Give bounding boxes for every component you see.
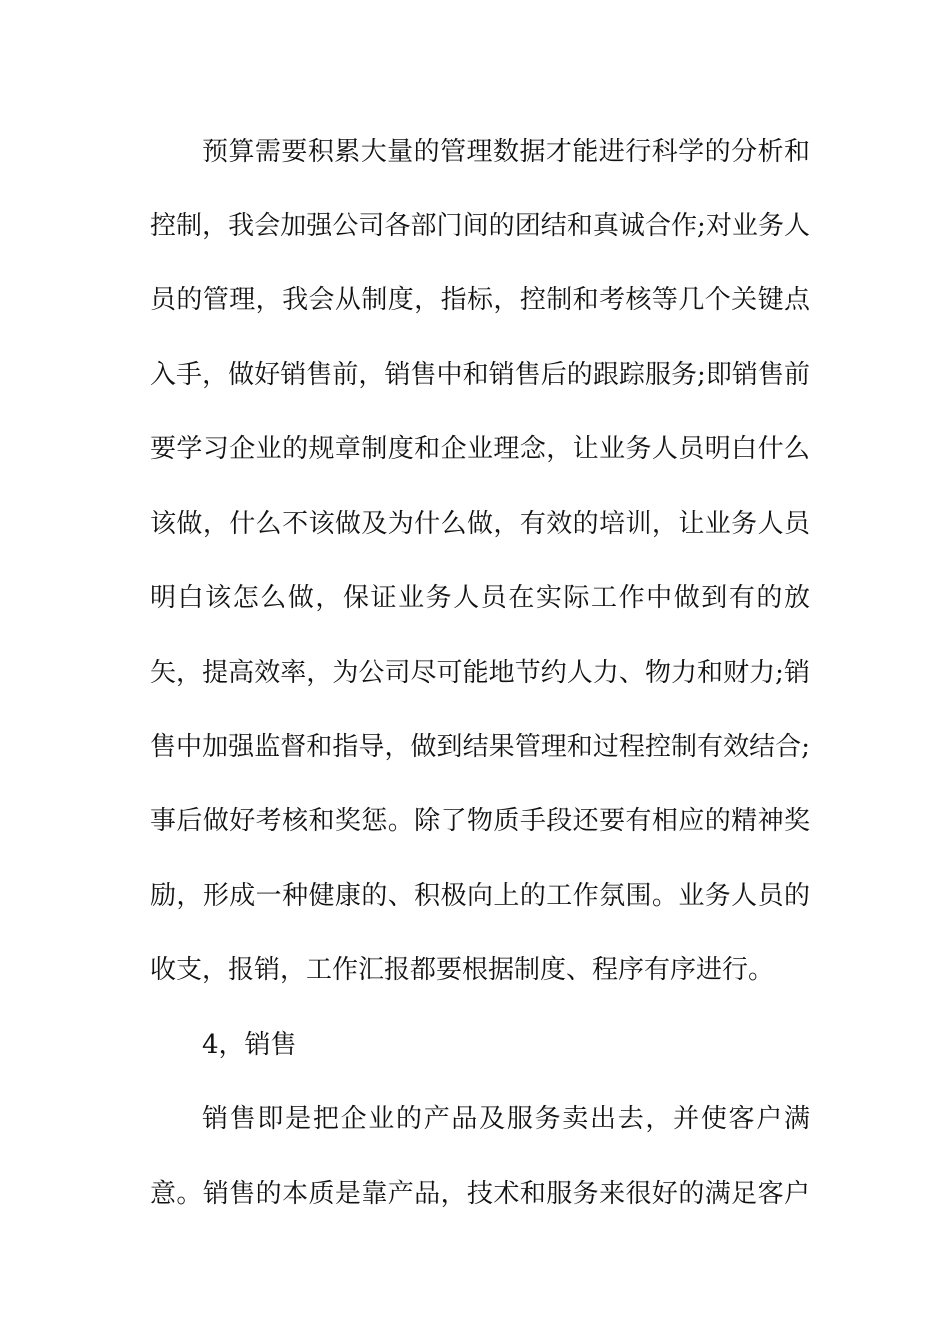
paragraph-line: 意。销售的本质是靠产品，技术和服务来很好的满足客户 [150, 1179, 810, 1209]
paragraph-line: 矢，提高效率，为公司尽可能地节约人力、物力和财力;销 [150, 658, 810, 688]
paragraph-line: 预算需要积累大量的管理数据才能进行科学的分析和 [202, 137, 810, 167]
paragraph-line: 要学习企业的规章制度和企业理念，让业务人员明白什么 [150, 434, 810, 464]
section-heading: 4，销售 [202, 1030, 297, 1060]
paragraph-line: 控制，我会加强公司各部门间的团结和真诚合作;对业务人 [150, 211, 810, 241]
paragraph-line: 收支，报销，工作汇报都要根据制度、程序有序进行。 [150, 955, 775, 985]
paragraph-line: 销售即是把企业的产品及服务卖出去，并使客户满 [202, 1104, 810, 1134]
paragraph-line: 励，形成一种健康的、积极向上的工作氛围。业务人员的 [150, 881, 810, 911]
paragraph-line: 售中加强监督和指导，做到结果管理和过程控制有效结合; [150, 732, 810, 762]
paragraph-line: 事后做好考核和奖惩。除了物质手段还要有相应的精神奖 [150, 806, 810, 836]
paragraph-line: 员的管理，我会从制度，指标，控制和考核等几个关键点 [150, 285, 810, 315]
paragraph-line: 明白该怎么做，保证业务人员在实际工作中做到有的放 [150, 583, 810, 613]
paragraph-line: 该做，什么不该做及为什么做，有效的培训，让业务人员 [150, 509, 810, 539]
paragraph-line: 入手，做好销售前，销售中和销售后的跟踪服务;即销售前 [150, 360, 810, 390]
